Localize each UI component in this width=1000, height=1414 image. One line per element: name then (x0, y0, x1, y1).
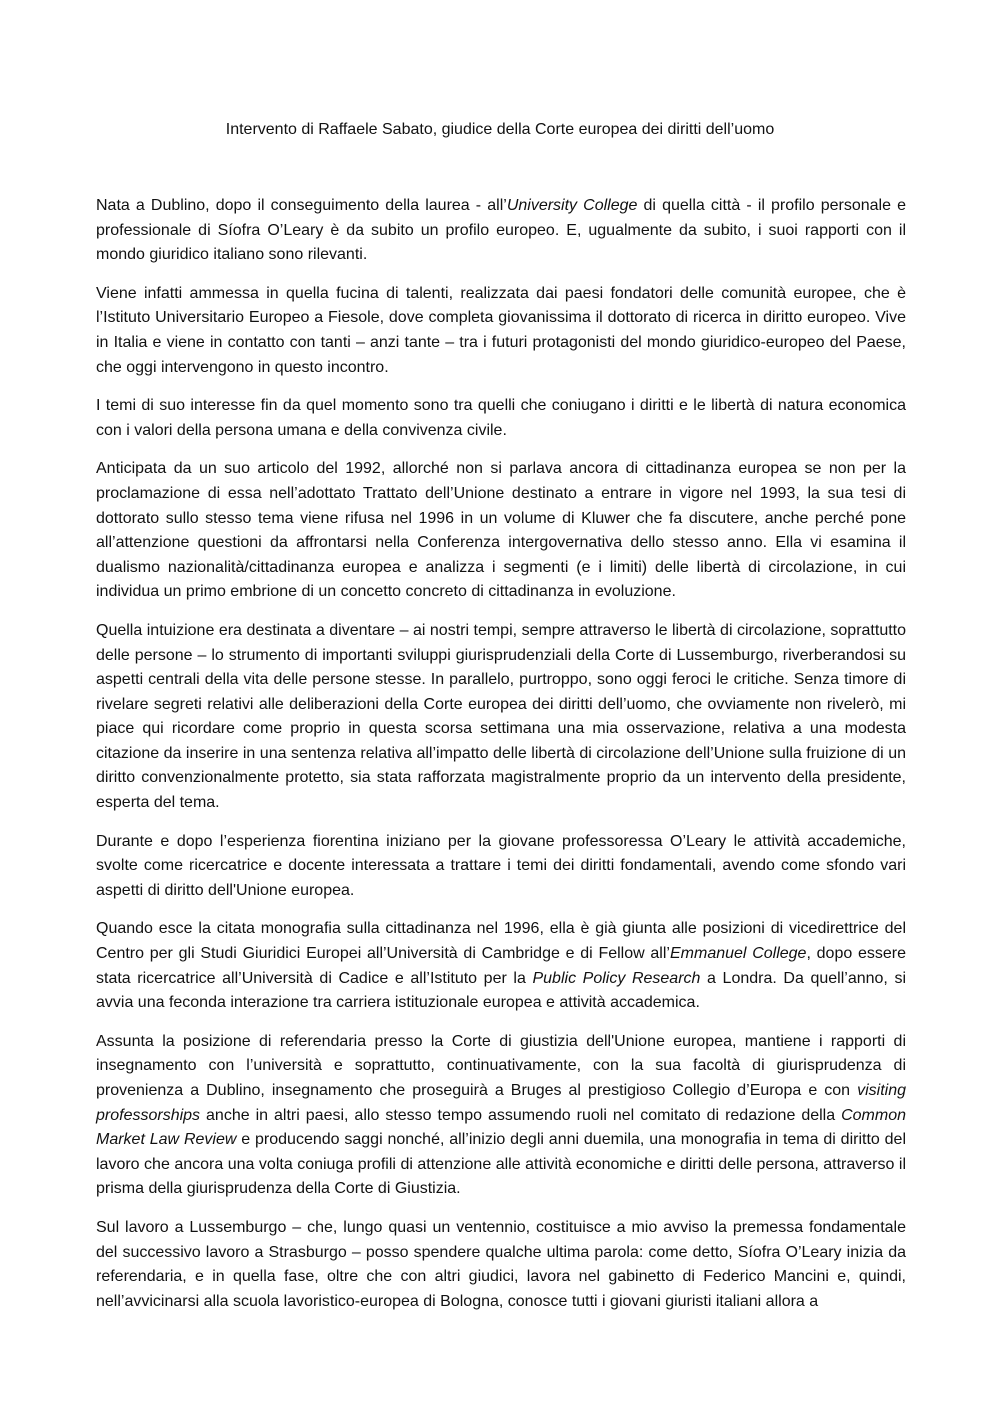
paragraph (96, 282, 906, 380)
paragraph-text: di quella città - il profilo personale e professionale di Síofra O’Leary è da subito un profilo europeo. E, ugualmente da subito, i suoi rapporti con il mondo giuridico italiano sono rilevanti. (96, 197, 907, 264)
paragraph-text: anche in altri paesi, allo stesso tempo assumendo ruoli nel comitato di redazione della (200, 1106, 842, 1124)
paragraph-text: , dopo essere stata ricercatrice all’Università di Cadice e all’Istituto per la (96, 945, 907, 987)
paragraph-text: e producendo saggi nonché, all’inizio degli anni duemila, una monografia in tema di diritto del lavoro che ancora una volta coniuga profili di attenzione alle attività economiche e diritti delle persona, attraverso il prisma della giurisprudenza della Corte di Giustizia. (96, 1131, 907, 1198)
paragraph-text: a Londra. Da quell’anno, si avvia una feconda interazione tra carriera istituzionale europea e attività accademica. (96, 969, 907, 1012)
paragraph (96, 917, 906, 1015)
document-body (96, 194, 906, 1328)
paragraph (96, 457, 906, 605)
italic-text: University College (506, 197, 638, 214)
italic-text: Public Policy Research (532, 969, 701, 987)
paragraph (96, 830, 906, 904)
italic-text: Emmanuel College (669, 945, 807, 963)
document-title: Intervento di Raffaele Sabato, giudice della Corte europea dei diritti dell’uomo (225, 121, 775, 138)
italic-text: visiting professorships (96, 1082, 906, 1124)
paragraph (96, 1216, 906, 1314)
paragraph-text: I temi di suo interesse fin da quel momento sono tra quelli che coniugano i diritti e le libertà di natura economica con i valori della persona umana e della convivenza civile. (96, 397, 906, 439)
paragraph-text: Assunta la posizione di referendaria presso la Corte di giustizia dell'Unione europea, mantiene i rapporti di insegnamento con l’università e soprattutto, continuativamente, con la sua facoltà di giurisprudenza di provenienza a Dublino, insegnamento che proseguirà a Bruges al prestigioso Collegio d’Europa e con (96, 1032, 906, 1099)
paragraph (96, 194, 906, 268)
paragraph-text: Viene infatti ammessa in quella fucina di talenti, realizzata dai paesi fondatori delle comunità europee, che è l’Istituto Universitario Europeo a Fiesole, dove completa giovanissima il dottorato di ricerca in diritto europeo. Vive in Italia e viene in contatto con tanti – anzi tante – tra i futuri protagonisti del mondo giuridico-europeo del Paese, che oggi intervengono in questo incontro. (96, 284, 906, 376)
paragraph (96, 1030, 906, 1202)
paragraph-text: Anticipata da un suo articolo del 1992, allorché non si parlava ancora di cittadinanza europea se non per la proclamazione di essa nell’adottato Trattato dell’Unione destinato a entrare in vigore nel 1993, la sua tesi di dottorato sullo stesso tema viene rifusa nel 1996 in un volume di Kluwer che fa discutere, anche perché pone all’attenzione questioni da affrontarsi nella Conferenza intergovernativa dello stesso anno. Ella vi esamina il dualismo nazionalità/cittadinanza europea e analizza i segmenti (e i limiti) delle libertà di circolazione, in cui individua un primo embrione di un concetto concreto di cittadinanza in evoluzione. (96, 460, 906, 601)
paragraph (96, 394, 906, 443)
paragraph-text: Durante e dopo l’esperienza fiorentina iniziano per la giovane professoressa O’Leary le attività accademiche, svolte come ricercatrice e docente interessata a trattare i temi dei diritti fondamentali, avendo come sfondo vari aspetti di diritto dell'Unione europea. (96, 832, 906, 899)
paragraph-text: Sul lavoro a Lussemburgo – che, lungo quasi un ventennio, costituisce a mio avviso la premessa fondamentale del successivo lavoro a Strasburgo – posso spendere qualche ultima parola: come detto, Síofra O’Leary inizia da referendaria, e in quella fase, oltre che con altri giudici, lavora nel gabinetto di Federico Mancini e, quindi, nell’avvicinarsi alla scuola lavoristico-europea di Bologna, conosce tutti i giovani giuristi italiani allora a (96, 1218, 906, 1310)
paragraph (96, 619, 906, 816)
paragraph-text: Quella intuizione era destinata a diventare – ai nostri tempi, sempre attraverso le libertà di circolazione, soprattutto delle persone – lo strumento di importanti sviluppi giurisprudenziali della Corte di Lussemburgo, riverberandosi su aspetti centrali della vita delle persone stesse. In parallelo, purtroppo, sono oggi feroci le critiche. Senza timore di rivelare segreti relativi alle deliberazioni della Corte europea dei diritti dell’uomo, che ovviamente non rivelerò, mi piace qui ricordare come proprio in questa scorsa settimana una mia osservazione, relativa a una modesta citazione da inserire in una sentenza relativa all’impatto delle libertà di circolazione dell’Unione sulla fruizione di un diritto convenzionalmente protetto, sia stata rafforzata magistralmente proprio da un intervento della presidente, esperta del tema. (96, 621, 906, 812)
paragraph-text: Nata a Dublino, dopo il conseguimento della laurea - all’ (96, 197, 507, 214)
italic-text: Common Market Law Review (96, 1106, 906, 1149)
paragraph-text: Quando esce la citata monografia sulla cittadinanza nel 1996, ella è già giunta alle posizioni di vicedirettrice del Centro per gli Studi Giuridici Europei all’Università di Cambridge e di Fellow all’ (96, 920, 906, 963)
